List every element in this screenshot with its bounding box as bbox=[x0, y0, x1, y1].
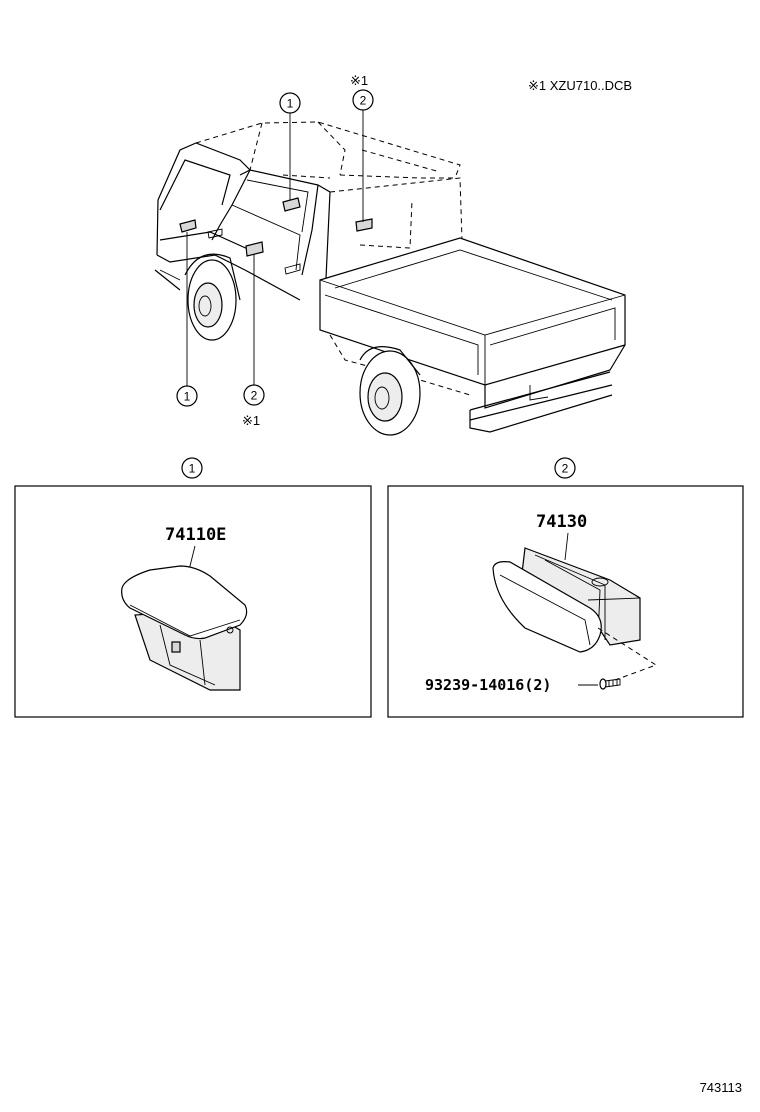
screw-icon bbox=[600, 679, 620, 689]
svg-text:2: 2 bbox=[250, 388, 258, 403]
panel-2 bbox=[388, 458, 743, 717]
svg-text:2: 2 bbox=[359, 93, 367, 108]
part-number-74130: 74130 bbox=[536, 512, 588, 532]
callout-2-bottom-mark: ※1 bbox=[242, 413, 261, 428]
panel-2-callout: 2 bbox=[561, 461, 569, 476]
callout-1-top bbox=[280, 93, 300, 113]
callout-leaders bbox=[187, 110, 363, 386]
truck-illustration bbox=[155, 122, 625, 435]
callout-2-top bbox=[350, 73, 373, 110]
panel-1 bbox=[15, 458, 371, 717]
tray-part-illustration bbox=[122, 566, 247, 690]
diagram-id: 743113 bbox=[699, 1080, 742, 1095]
svg-text:1: 1 bbox=[286, 96, 294, 111]
part-number-74110E: 74110E bbox=[165, 525, 227, 545]
panel-1-callout: 1 bbox=[188, 461, 196, 476]
model-note: ※1 XZU710..DCB bbox=[528, 78, 633, 93]
box-part-illustration bbox=[493, 548, 640, 652]
callout-2-bottom bbox=[242, 385, 264, 428]
callout-2-top-mark: ※1 bbox=[350, 73, 369, 88]
callout-1-bottom bbox=[177, 386, 197, 406]
fastener-label: 93239-14016(2) bbox=[425, 676, 552, 694]
svg-text:1: 1 bbox=[183, 389, 191, 404]
